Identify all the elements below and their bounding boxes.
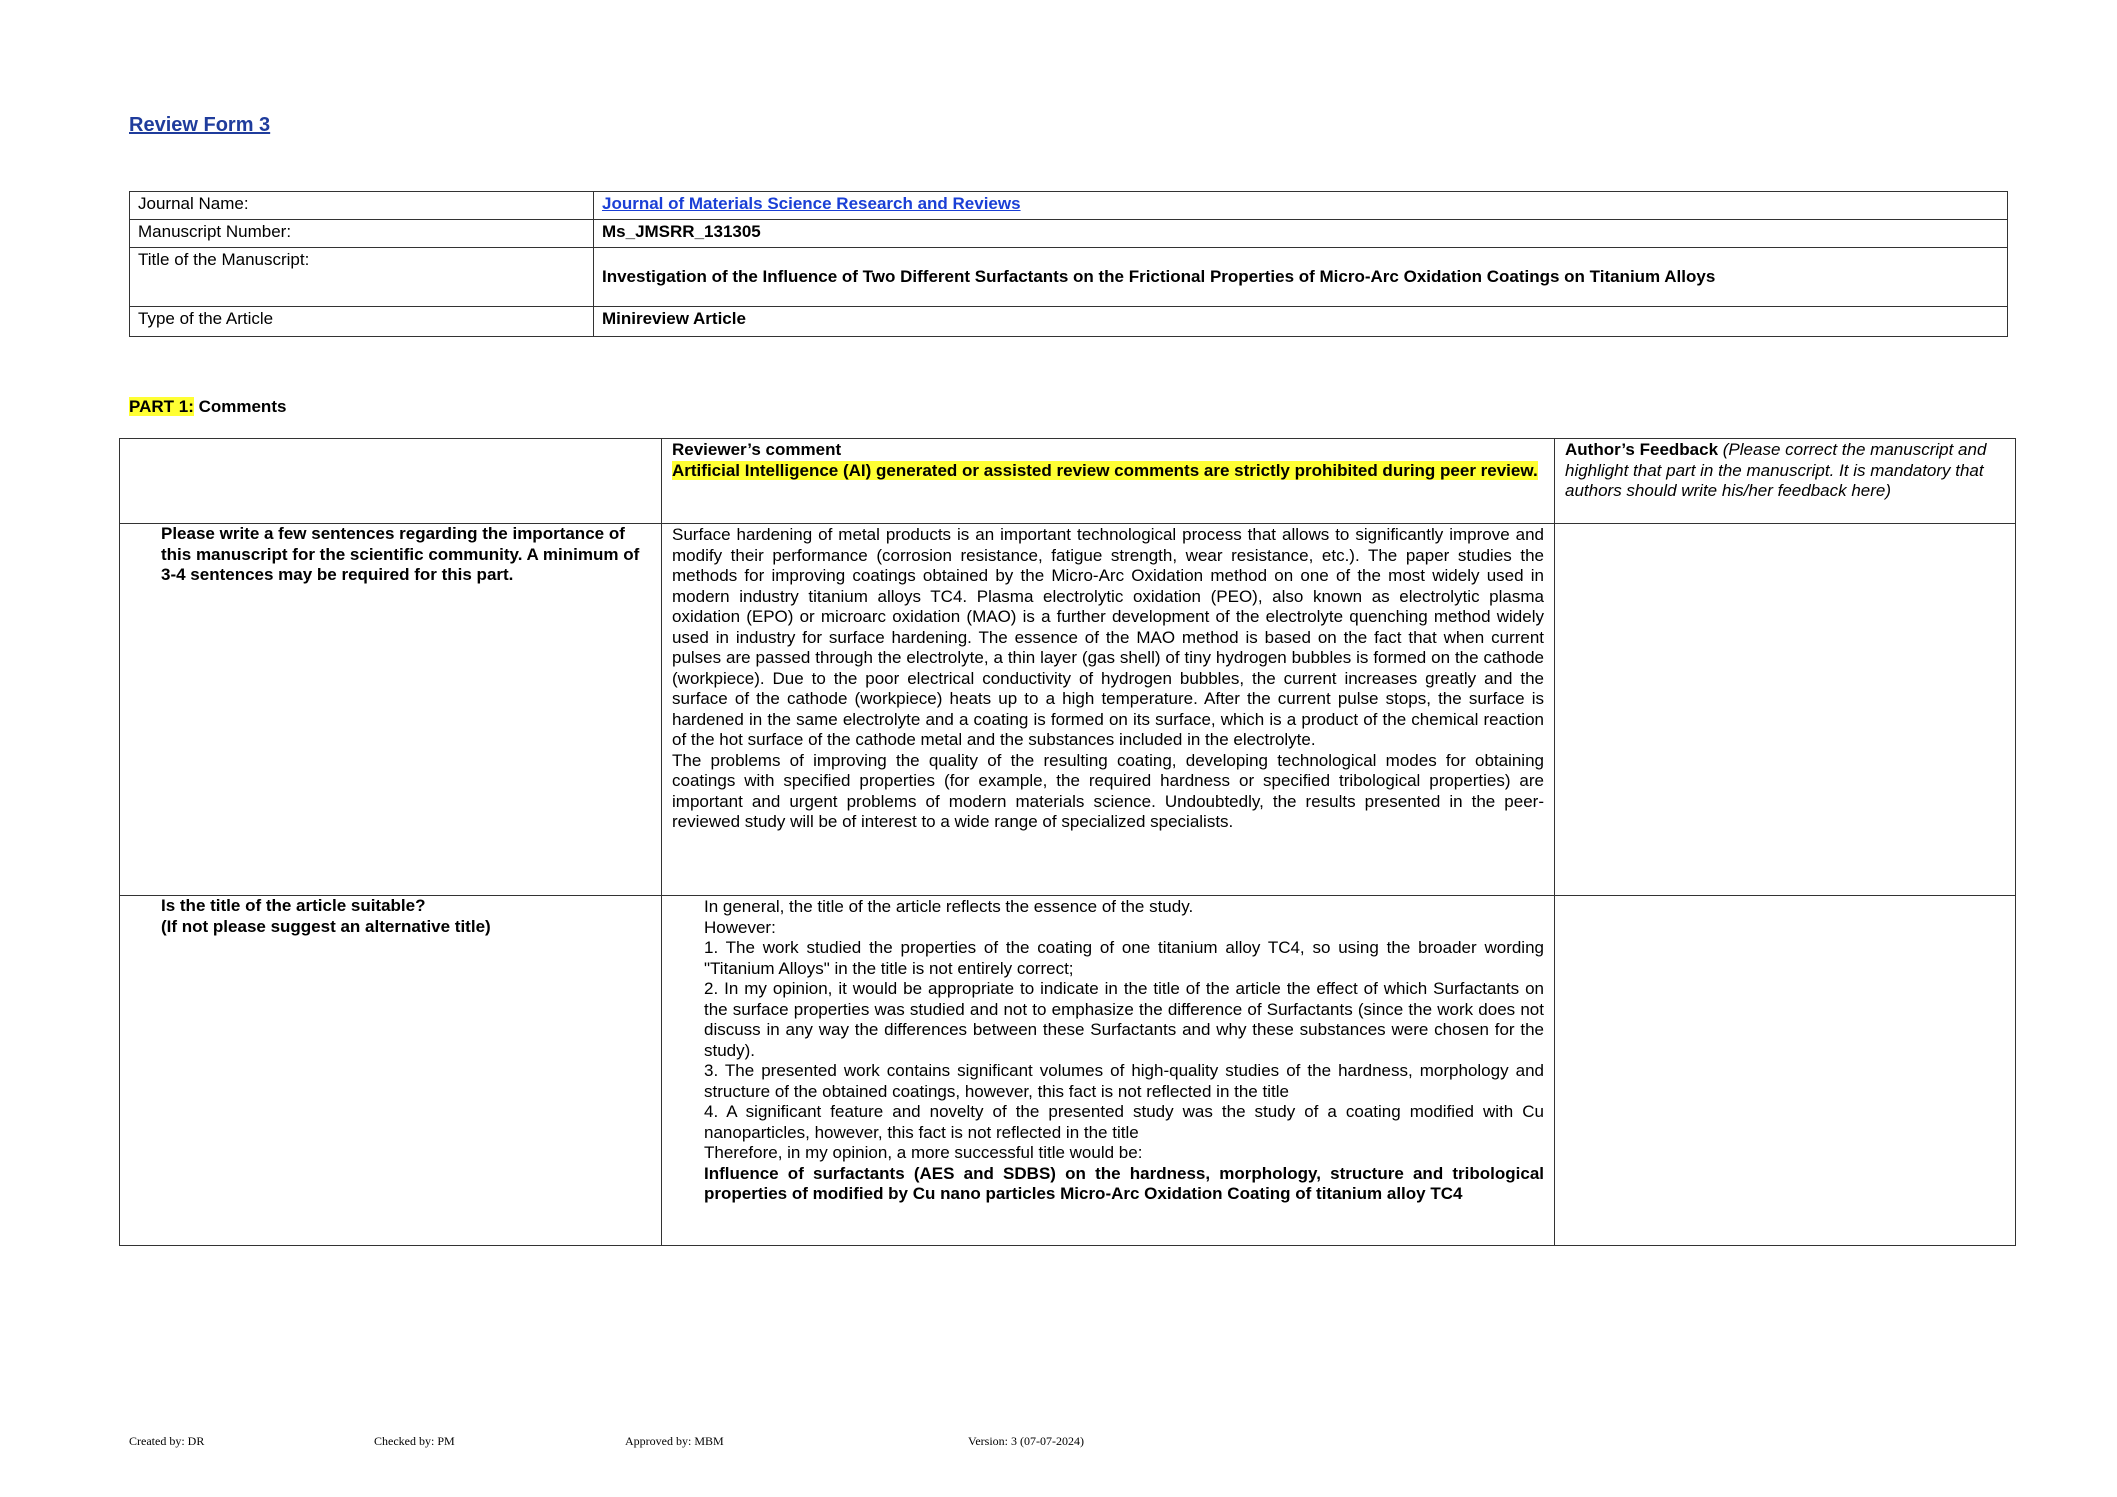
author-feedback-note: (Please correct the manuscript and highlight that part in the manuscript. It is mandatory that authors should write his/her feedback here) (1565, 440, 1987, 500)
header-empty-cell (120, 439, 662, 524)
comment-paragraph: In general, the title of the article reflects the essence of the study. (704, 897, 1194, 916)
comment-paragraph: Therefore, in my opinion, a more successful title would be: (704, 1143, 1143, 1162)
manuscript-row (130, 220, 2008, 248)
comments-table (119, 438, 2016, 1246)
journal-value (594, 192, 2008, 220)
comment-paragraph: 4. A significant feature and novelty of the presented study was the study of a coating modified with Cu nanoparticles, however, this fact is not reflected in the title (704, 1102, 1544, 1142)
journal-row (130, 192, 2008, 220)
footer-created: Created by: DR (129, 1434, 205, 1448)
title-row (130, 248, 2008, 307)
comment-paragraph: 2. In my opinion, it would be appropriate to indicate in the title of the article the effect of which Surfactants on the surface properties was studied and not to emphasize the difference of Surfactants (since the work does not discuss in any way the differences between these Surfactants and why these substances were chosen for the study). (704, 979, 1544, 1060)
comment-paragraph: The problems of improving the quality of the resulting coating, developing technological modes for obtaining coatings with specified properties (for example, the required hardness or specified tribological properties) are important and urgent problems of modern materials science. Undoubtedly, the results presented in the peer-reviewed study will be of interest to a wide range of specialized specialists. (672, 750, 1544, 831)
part-label: PART 1: (129, 397, 194, 416)
title-label: Title of the Manuscript: (130, 248, 594, 307)
question-importance: Please write a few sentences regarding the importance of this manuscript for the scientific community. A minimum of 3-4 sentences may be required for this part. (120, 524, 662, 896)
journal-label: Journal Name: (130, 192, 594, 220)
comment-paragraph: Surface hardening of metal products is an important technological process that allows to significantly improve and modify their performance (corrosion resistance, fatigue strength, wear resistance, etc.). The paper studies the methods for improving coatings obtained by the Micro-Arc Oxidation method on one of the most widely used in modern industry titanium alloys TC4. Plasma electrolytic oxidation (PEO), also known as electrolytic plasma oxidation (EPO) or microarc oxidation (MAO) is a further development of the electrolyte quenching method widely used in industry for surface hardening. The essence of the MAO method is based on the fact that when current pulses are passed through the electrolyte, a thin layer (gas shell) of tiny hydrogen bubbles is formed on the cathode (workpiece). Due to the poor electrical conductivity of hydrogen bubbles, the current increases greatly and the surface of the cathode (workpiece) heats up to a high temperature. After the current pulse stops, the surface is hardened in the same electrolyte and a coating is formed on its surface, which is a product of the chemical reaction of the hot surface of the cathode metal and the substances included in the electrolyte. (672, 525, 1544, 749)
reviewer-comment-title: Reviewer’s comment (672, 440, 842, 459)
type-row (130, 307, 2008, 337)
comment-row-importance (120, 524, 2016, 896)
comment-row-title (120, 896, 2016, 1246)
ai-warning (672, 461, 1544, 482)
journal-link[interactable]: Journal of Materials Science Research and Reviews (602, 194, 1021, 213)
type-value: Minireview Article (594, 307, 2008, 337)
footer-checked: Checked by: PM (374, 1434, 455, 1448)
reviewer-comment-importance (662, 524, 1555, 896)
footer-approved: Approved by: MBM (625, 1434, 724, 1448)
title-value: Investigation of the Influence of Two Different Surfactants on the Frictional Properties of Micro-Arc Oxidation Coatings on Titanium Alloys (594, 248, 2008, 307)
question-title (120, 896, 662, 1246)
manuscript-info-table (129, 191, 2008, 337)
comment-paragraph: However: (704, 917, 776, 937)
ai-warning-text: Artificial Intelligence (AI) generated or assisted review comments are strictly prohibited during peer review. (672, 460, 1538, 480)
author-feedback-title: Author’s Feedback (1565, 440, 1719, 459)
manuscript-label: Manuscript Number: (130, 220, 594, 248)
footer-version: Version: 3 (07-07-2024) (968, 1434, 1084, 1448)
question-title-line2: (If not please suggest an alternative title) (161, 916, 491, 936)
author-feedback-title[interactable] (1555, 896, 2016, 1246)
question-title-line1: Is the title of the article suitable? (161, 896, 426, 915)
suggested-title: Influence of surfactants (AES and SDBS) on the hardness, morphology, structure and tribological properties of modified by Cu nano particles Micro-Arc Oxidation Coating of titanium alloy TC4 (704, 1163, 1544, 1203)
comment-paragraph: 1. The work studied the properties of the coating of one titanium alloy TC4, so using the broader wording "Titanium Alloys" in the title is not entirely correct; (704, 938, 1544, 978)
form-title: Review Form 3 (129, 114, 271, 136)
comments-header-row (120, 439, 2016, 524)
manuscript-value: Ms_JMSRR_131305 (594, 220, 2008, 248)
part-title: Comments (193, 397, 287, 416)
part-heading (129, 397, 286, 417)
reviewer-header-cell (662, 439, 1555, 524)
author-feedback-importance[interactable] (1555, 524, 2016, 896)
comment-paragraph: 3. The presented work contains significant volumes of high-quality studies of the hardness, morphology and structure of the obtained coatings, however, this fact is not reflected in the title (704, 1061, 1544, 1101)
reviewer-comment-title (662, 896, 1555, 1246)
author-header-cell (1555, 439, 2016, 524)
type-label: Type of the Article (130, 307, 594, 337)
